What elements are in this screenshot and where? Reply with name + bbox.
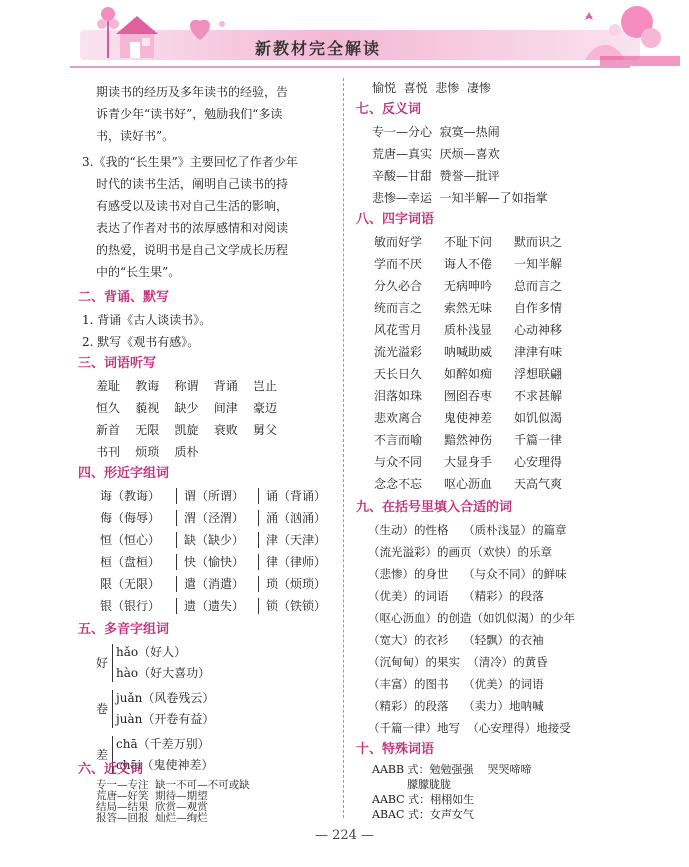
idiom-cell: 不求甚解 [514,389,563,403]
idiom-cell: 风花雪月 [374,323,423,337]
idiom-cell: 呐喊助威 [444,345,493,359]
word-cell: 侮（侮辱） [100,511,161,525]
idiom-cell: 悲欢离合 [374,411,423,425]
section-heading: 四、形近字组词 [78,466,170,481]
word-row: 恒久 藐视 缺少 间津 豪迈 [96,401,278,415]
idiom-cell: 统而言之 [374,301,423,315]
idiom-cell: 心安理得 [514,455,563,469]
pinyin-item: juàn（开卷有益） [116,712,215,726]
word-cell: 锁（铁锁） [266,599,327,613]
group-brace [112,690,113,728]
idiom-cell: 千篇一律 [514,433,563,447]
pinyin-item: juǎn（风卷残云） [116,691,215,705]
idiom-cell: 质朴浅显 [444,323,493,337]
word-row: 新首 无限 凯旋 衰败 舅父 [96,423,278,437]
column-separator [258,576,259,592]
column-separator [176,488,177,504]
header-title: 新教材完全解读 [255,39,382,58]
idiom-cell: 不言而喻 [374,433,423,447]
idiom-cell: 黯然神伤 [444,433,493,447]
fill-in-row: （丰富）的图书 （优美）的词语 [368,677,544,691]
word-row: ABAC 式：女声女气 [372,808,474,821]
word-cell: 快（愉快） [184,555,245,569]
idiom-cell: 默而识之 [514,235,563,249]
section-heading: 八、四字词语 [356,212,435,227]
section-heading: 六、近义词 [78,762,144,777]
idiom-cell: 念念不忘 [374,477,423,491]
word-row: 愉悦 喜悦 悲惨 凄惨 [372,81,491,95]
word-cell: 渭（泾渭） [184,511,245,525]
pinyin-item: chā（千差万别） [116,737,210,751]
pinyin-item: hào（好大喜功） [116,666,211,680]
page-number: — 224 — [314,828,375,843]
word-row: 羞耻 教诲 称谓 背诵 岂止 [96,379,278,393]
idiom-cell: 如饥似渴 [514,411,563,425]
fill-in-row: （精彩）的段落 （卖力）地呐喊 [368,699,544,713]
fill-in-row: （流光溢彩）的画页（欢快）的乐章 [368,545,552,559]
sparkle-deco-icon [600,48,680,70]
group-brace [112,644,113,682]
word-row: 结局—结果 欣赏—观赏 [96,801,208,813]
word-row: 书刊 烦琐 质朴 [96,445,199,459]
polyphone-char: 卷 [96,702,109,716]
word-row: 报答—回报 灿烂—绚烂 [96,812,208,824]
idiom-cell: 流光溢彩 [374,345,423,359]
word-row: 专一—专注 缺一不可—不可或缺 [96,779,250,791]
idiom-cell: 天长日久 [374,367,423,381]
pinyin-item: chāi（鬼使神差） [116,758,214,772]
column-separator [258,554,259,570]
idiom-cell: 总而言之 [514,279,563,293]
word-cell: 桓（盘桓） [100,555,161,569]
paragraph-line: 表达了作者对书的浓厚感情和对阅读 [96,221,289,235]
list-item: 1. 背诵《古人谈读书》。 [82,313,212,327]
fill-in-row: （生动）的性格 （质朴浅显）的篇章 [368,523,567,537]
word-row: 朦朦胧胧 [372,778,451,791]
paragraph-line: 的热爱，说明书是自己文学成长历程 [96,243,289,257]
pinyin-item: hǎo（好人） [116,645,187,659]
word-cell: 限（无限） [100,577,161,591]
word-row: 荒唐—真实 厌烦—喜欢 [372,147,500,161]
idiom-cell: 鬼使神差 [444,411,493,425]
word-cell: 诵（背诵） [266,489,327,503]
paragraph-line: 期读书的经历及多年读书的经验，告 [96,85,289,99]
word-row: 专一—分心 寂寞—热闹 [372,125,500,139]
paragraph-line: 时代的读书生活，阐明自己读书的持 [96,177,289,191]
idiom-cell: 心动神移 [514,323,563,337]
section-heading: 七、反义词 [356,102,422,117]
word-row: 荒唐—好笑 期待—期望 [96,790,208,802]
column-separator [258,532,259,548]
idiom-cell: 津津有味 [514,345,563,359]
fill-in-row: （沉甸甸）的果实 （清冷）的黄昏 [368,655,548,669]
paragraph-line: 有感受以及读书对自己生活的影响， [96,199,289,213]
idiom-cell: 一知半解 [514,257,563,271]
polyphone-char: 好 [96,656,109,670]
fill-in-row: （优美）的词语 （精彩）的段落 [368,589,544,603]
polyphone-char: 差 [96,748,109,762]
heart-deco-icon [180,10,240,50]
word-row: 辛酸—甘甜 赞誉—批评 [372,169,500,183]
word-cell: 恒（恒心） [100,533,161,547]
paragraph-line: 诉青少年“读书好”，勉励我们“多读 [96,107,283,121]
section-heading: 十、特殊词语 [356,742,435,757]
column-separator [258,488,259,504]
column-divider [343,78,344,818]
word-row: AABB 式：勉勉强强 哭哭啼啼 [372,763,532,776]
idiom-cell: 自作多情 [514,301,563,315]
word-row: AABC 式：栩栩如生 [372,793,475,806]
paragraph-line: 中的“长生果”。 [96,265,181,279]
column-separator [176,576,177,592]
idiom-cell: 与众不同 [374,455,423,469]
idiom-cell: 无病呻吟 [444,279,493,293]
section-heading: 九、在括号里填入合适的词 [356,500,513,515]
fill-in-row: （千篇一律）地写 （心安理得）地接受 [368,721,571,735]
word-cell: 诲（教诲） [100,489,161,503]
word-cell: 遗（遗失） [184,599,245,613]
paragraph-line: 3.《我的“长生果”》主要回忆了作者少年 [82,155,298,169]
fill-in-row: （呕心沥血）的创造（如饥似渴）的少年 [368,611,575,625]
column-separator [176,598,177,614]
word-cell: 遣（消遣） [184,577,245,591]
column-separator [176,554,177,570]
idiom-cell: 不耻下问 [444,235,493,249]
idiom-cell: 学而不厌 [374,257,423,271]
idiom-cell: 大显身手 [444,455,493,469]
idiom-cell: 索然无味 [444,301,493,315]
idiom-cell: 泪落如珠 [374,389,423,403]
column-separator [176,532,177,548]
idiom-cell: 囫囵吞枣 [444,389,493,403]
word-cell: 涌（汹涌） [266,511,327,525]
column-separator [176,510,177,526]
section-heading: 五、多音字组词 [78,622,170,637]
column-separator [258,598,259,614]
idiom-cell: 分久必合 [374,279,423,293]
idiom-cell: 浮想联翩 [514,367,563,381]
word-cell: 谓（所谓） [184,489,245,503]
word-cell: 琐（烦琐） [266,577,327,591]
list-item: 2. 默写《观书有感》。 [82,335,200,349]
fill-in-row: （悲惨）的身世 （与众不同）的鲜味 [368,567,567,581]
idiom-cell: 天高气爽 [514,477,563,491]
fill-in-row: （宽大）的衣衫 （轻飘）的衣袖 [368,633,544,647]
section-heading: 二、背诵、默写 [78,290,170,305]
word-row: 悲惨—幸运 一知半解—了如指掌 [372,191,548,205]
column-separator [258,510,259,526]
idiom-cell: 如醉如痴 [444,367,493,381]
paragraph-line: 书，读好书”。 [96,129,175,143]
idiom-cell: 呕心沥血 [444,477,493,491]
word-cell: 津（天津） [266,533,327,547]
word-cell: 律（律师） [266,555,327,569]
idiom-cell: 敏而好学 [374,235,423,249]
idiom-cell: 诲人不倦 [444,257,493,271]
word-cell: 银（银行） [100,599,161,613]
section-heading: 三、词语听写 [78,356,157,371]
word-cell: 缺（缺少） [184,533,245,547]
